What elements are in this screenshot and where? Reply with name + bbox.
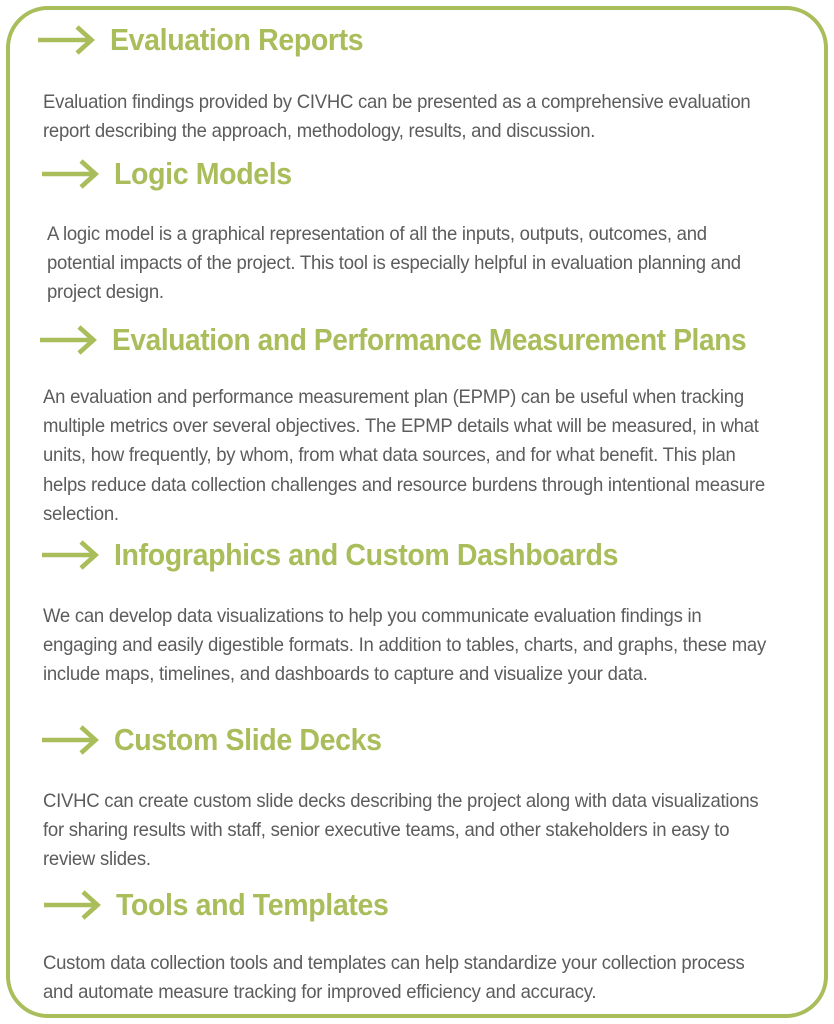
section-heading-infographics — [40, 539, 662, 572]
section-heading-logic-models — [40, 158, 307, 191]
section-title-infographics: Infographics and Custom Dashboards — [114, 537, 619, 572]
section-title-slide-decks: Custom Slide Decks — [114, 722, 382, 757]
arrow-right-icon — [40, 159, 102, 189]
arrow-right-icon — [40, 725, 102, 755]
section-body-infographics: We can develop data visualizations to help you communicate evaluation findings in engaging and easily digestible formats. In addition to tables, charts, and graphs, these may include maps, timelines, and dashboards to capture and visualize your data. — [43, 606, 767, 686]
section-body-tools-templates: Custom data collection tools and templates can help standardize your collection process and automate measure tracking for improved efficiency and accuracy. — [43, 953, 745, 1004]
section-heading-epmp — [38, 324, 813, 357]
section-body-logic-models: A logic model is a graphical representation of all the inputs, outputs, outcomes, and potential impacts of the project. This tool is especially helpful in evaluation planning and project design. — [47, 224, 741, 304]
section-body-slide-decks: CIVHC can create custom slide decks describing the project along with data visualizations for sharing results with staff, senior executive teams, and other stakeholders in easy to review slides. — [43, 791, 759, 871]
arrow-right-icon — [40, 540, 102, 570]
services-card-panel — [6, 6, 828, 1018]
arrow-right-icon — [38, 325, 100, 355]
section-title-epmp: Evaluation and Performance Measurement Plans — [112, 322, 747, 357]
section-title-logic-models: Logic Models — [114, 156, 292, 191]
section-heading-tools-templates — [42, 889, 412, 922]
section-title-tools-templates: Tools and Templates — [116, 887, 389, 922]
section-body-epmp: An evaluation and performance measurement plan (EPMP) can be useful when tracking multiple metrics over several objectives. The EPMP details what will be measured, in what units, how frequently, by whom, from what data sources, and for what benefit. This plan helps reduce data collection challenges and resource burdens through intentional measure selection. — [43, 387, 765, 525]
arrow-right-icon — [42, 890, 104, 920]
section-body-eval-reports: Evaluation findings provided by CIVHC can be presented as a comprehensive evaluation report describing the approach, methodology, results, and discussion. — [43, 92, 751, 143]
section-heading-slide-decks — [40, 724, 405, 757]
section-title-eval-reports: Evaluation Reports — [110, 22, 364, 57]
section-heading-eval-reports — [36, 24, 385, 57]
arrow-right-icon — [36, 25, 98, 55]
card-content — [10, 10, 824, 1014]
